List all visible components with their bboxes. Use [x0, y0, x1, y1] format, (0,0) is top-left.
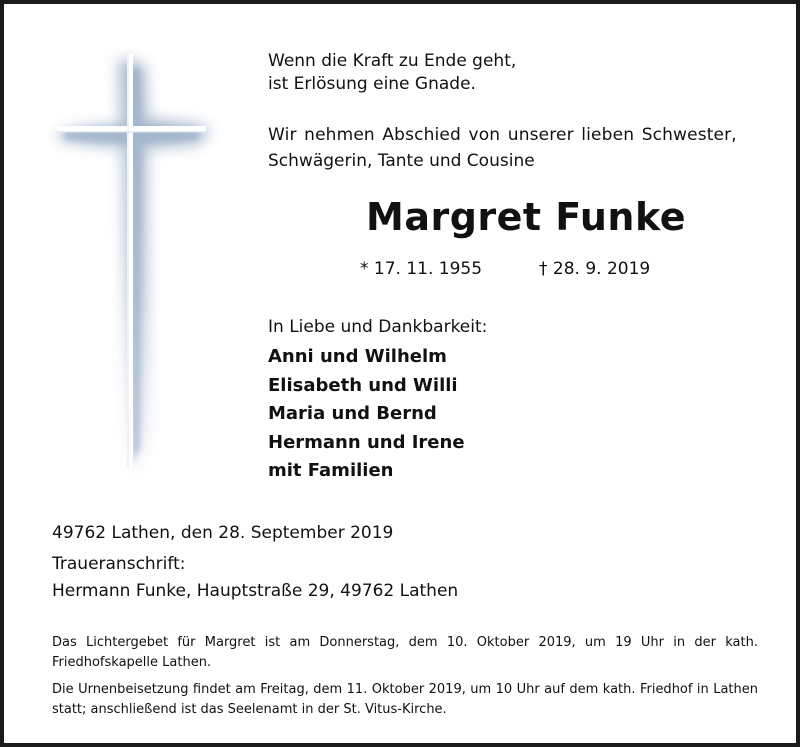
- death-date: † 28. 9. 2019: [539, 259, 651, 279]
- place-date: 49762 Lathen, den 28. September 2019: [52, 523, 394, 543]
- service-note-burial: Die Urnenbeisetzung findet am Freitag, dem 11. Oktober 2019, um 10 Uhr auf dem kath. Friedhof in Lathen statt; anschließend ist das Seelenamt in der St. Vitus-Kirche.: [52, 682, 758, 717]
- mourners-list: [268, 343, 465, 486]
- thanks-label: In Liebe und Dankbarkeit:: [268, 317, 488, 337]
- service-note-prayer: Das Lichtergebet für Margret ist am Donnerstag, dem 10. Oktober 2019, um 19 Uhr in der kath. Friedhofskapelle Lathen.: [52, 635, 758, 670]
- quote-line-1: Wenn die Kraft zu Ende geht,: [268, 51, 517, 71]
- intro-line-2: Schwägerin, Tante und Cousine: [268, 151, 535, 171]
- quote-line-2: ist Erlösung eine Gnade.: [268, 74, 476, 94]
- deceased-name: Margret Funke: [366, 195, 686, 239]
- mourner-entry: Hermann und Irene: [268, 431, 465, 453]
- mourning-address: Hermann Funke, Hauptstraße 29, 49762 Lathen: [52, 581, 459, 601]
- mourner-entry: Maria und Bernd: [268, 403, 437, 424]
- cross-icon: [48, 48, 218, 480]
- address-label: Traueranschrift:: [52, 554, 186, 574]
- quote: [268, 50, 516, 96]
- birth-date: * 17. 11. 1955: [360, 259, 483, 279]
- mourner-entry: mit Familien: [268, 460, 394, 481]
- intro-line-1: Wir nehmen Abschied von unserer lieben Schwester,: [268, 125, 737, 145]
- mourner-entry: Elisabeth und Willi: [268, 374, 458, 396]
- mourner-entry: Anni und Wilhelm: [268, 346, 447, 367]
- intro-text: [268, 122, 737, 174]
